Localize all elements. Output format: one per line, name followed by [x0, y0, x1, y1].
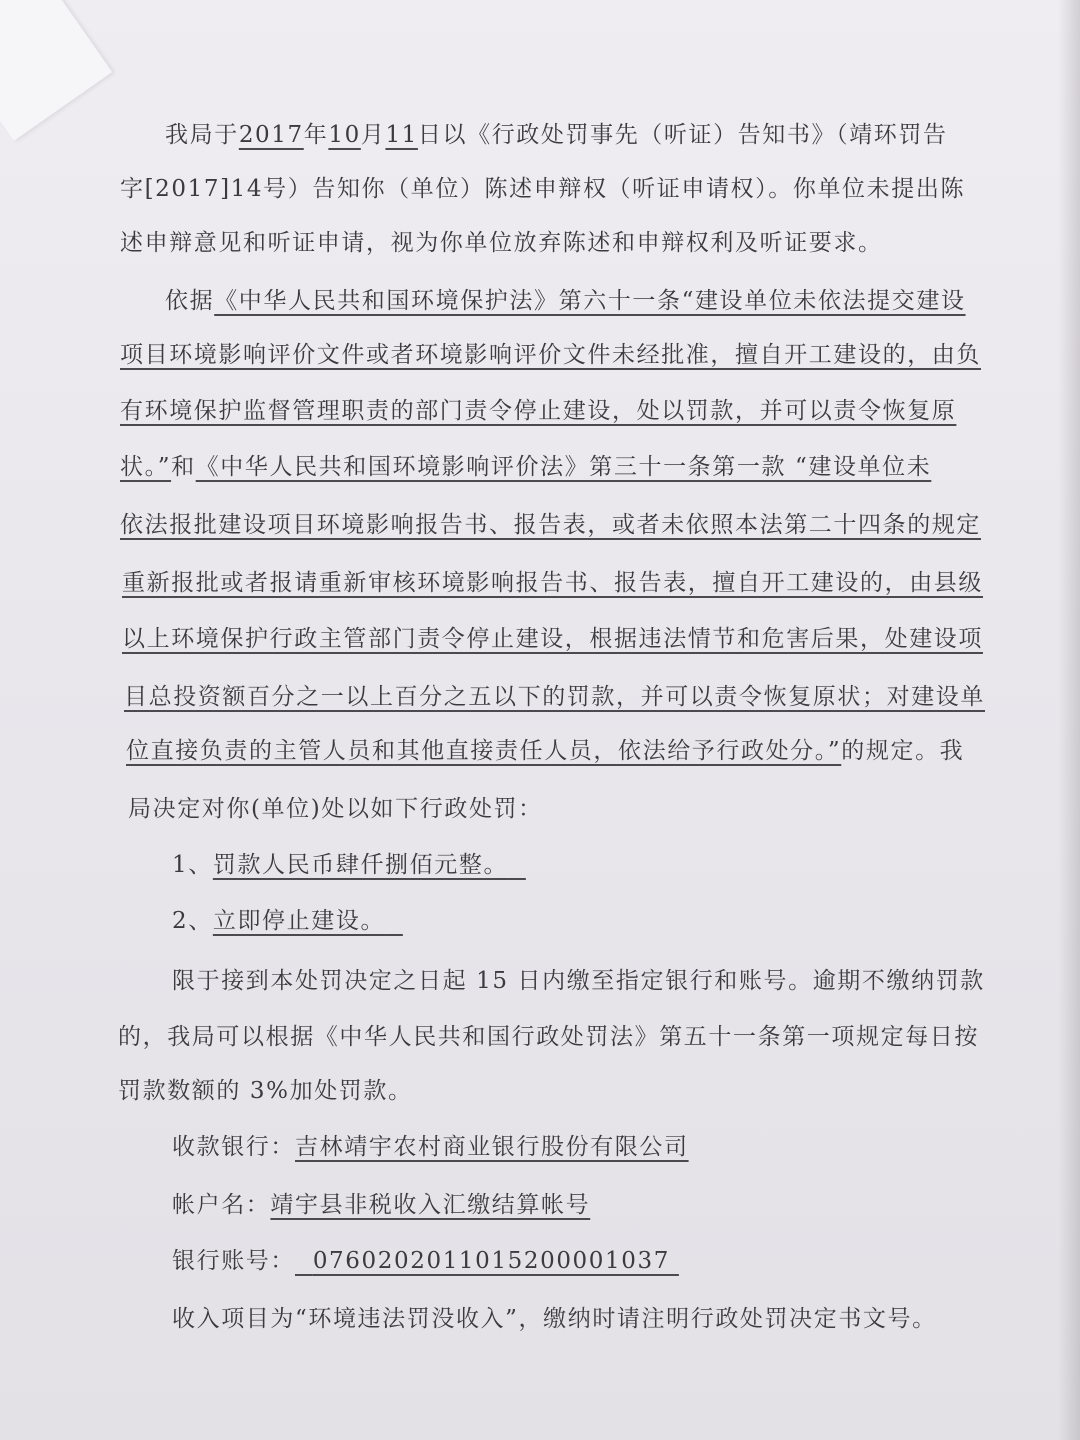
underline-tail	[385, 908, 403, 934]
year: 2017	[238, 122, 304, 148]
account-name-line	[172, 1186, 590, 1219]
folded-corner	[0, 0, 112, 141]
underline-tail	[670, 1248, 679, 1274]
penalty-number: 1、	[172, 852, 213, 878]
account-number-label: 银行账号：	[172, 1248, 295, 1274]
para1-line1	[165, 116, 948, 149]
underline-tail	[508, 852, 526, 878]
penalty-number: 2、	[172, 908, 213, 934]
text: 的规定。我	[841, 738, 965, 764]
text: 罚款数额的 3%加处罚款。	[118, 1078, 413, 1104]
law-text: 状。”	[120, 454, 172, 480]
law-text: 目总投资额百分之一以上百分之五以下的罚款，并可以责令恢复原状；对建设单	[124, 684, 985, 710]
penalty-text: 立即停止建设。	[212, 908, 386, 934]
para2-line7	[122, 620, 983, 653]
para2-line3	[120, 392, 956, 425]
text: 日以《行政处罚事先（听证）告知书》（靖环罚告	[417, 122, 948, 148]
law-text: 项目环境影响评价文件或者环境影响评价文件未经批准，擅自开工建设的，由负	[120, 342, 981, 368]
page-edge-shadow	[1058, 0, 1080, 1440]
para2-line2	[120, 336, 981, 369]
text: 收入项目为“环境违法罚没收入”，缴纳时请注明行政处罚决定书文号。	[172, 1306, 937, 1332]
text: 的，我局可以根据《中华人民共和国行政处罚法》第五十一条第一项规定每日按	[118, 1024, 979, 1050]
para2-line10	[128, 790, 543, 823]
para2-line8	[124, 678, 985, 711]
para2-line1	[165, 282, 966, 315]
para3-line2	[118, 1018, 979, 1051]
account-name-label: 帐户名：	[172, 1192, 271, 1218]
para1-line3	[120, 224, 883, 257]
penalty-item-1	[172, 846, 526, 879]
para3-line1	[172, 962, 985, 995]
law-citation: 《中华人民共和国环境保护法》第六十一条“建设单位未依法提交建设	[214, 288, 966, 314]
text: 局决定对你(单位)处以如下行政处罚：	[128, 796, 543, 822]
law-text: 有环境保护监督管理职责的部门责令停止建设，处以罚款，并可以责令恢复原	[120, 398, 957, 424]
penalty-item-2	[172, 902, 403, 935]
text: 限于接到本处罚决定之日起 15 日内缴至指定银行和账号。逾期不缴纳罚款	[172, 968, 985, 994]
month: 10	[328, 122, 361, 148]
penalty-text: 罚款人民币肆仟捌佰元整。	[212, 852, 509, 878]
para2-line4	[120, 448, 931, 481]
underline-lead	[295, 1248, 313, 1274]
bank-label: 收款银行：	[172, 1134, 295, 1160]
text: 字[2017]14号）告知你（单位）陈述申辩权（听证申请权）。你单位未提出陈	[120, 176, 966, 202]
text: 年	[303, 122, 329, 148]
text: 我局于	[165, 122, 239, 148]
text: 述申辩意见和听证申请，视为你单位放弃陈述和申辩权利及听证要求。	[120, 230, 883, 256]
para2-line9	[126, 732, 964, 765]
law-text: 重新报批或者报请重新审核环境影响报告书、报告表，擅自开工建设的，由县级	[122, 570, 983, 596]
bank-value: 吉林靖宇农村商业银行股份有限公司	[295, 1134, 689, 1160]
law-text: 依法报批建设项目环境影响报告书、报告表，或者未依照本法第二十四条的规定	[120, 512, 981, 538]
closing-line	[172, 1300, 937, 1333]
text: 月	[360, 122, 386, 148]
day: 11	[385, 122, 418, 148]
text: 和	[171, 454, 196, 480]
para1-line2	[120, 170, 965, 203]
law-text: 以上环境保护行政主管部门责令停止建设，根据违法情节和危害后果，处建设项	[122, 626, 983, 652]
account-number-value: 0760202011015200001037	[312, 1248, 670, 1274]
para3-line3	[118, 1072, 413, 1105]
para2-line5	[120, 506, 981, 539]
law-citation: 《中华人民共和国环境影响评价法》第三十一条第一款 “建设单位未	[195, 454, 932, 480]
law-text: 位直接负责的主管人员和其他直接责任人员，依法给予行政处分。”	[126, 738, 842, 764]
para2-line6	[122, 564, 983, 597]
account-number-line	[172, 1242, 679, 1275]
bank-line	[172, 1128, 689, 1161]
account-name-value: 靖宇县非税收入汇缴结算帐号	[270, 1192, 591, 1218]
text: 依据	[165, 288, 215, 314]
